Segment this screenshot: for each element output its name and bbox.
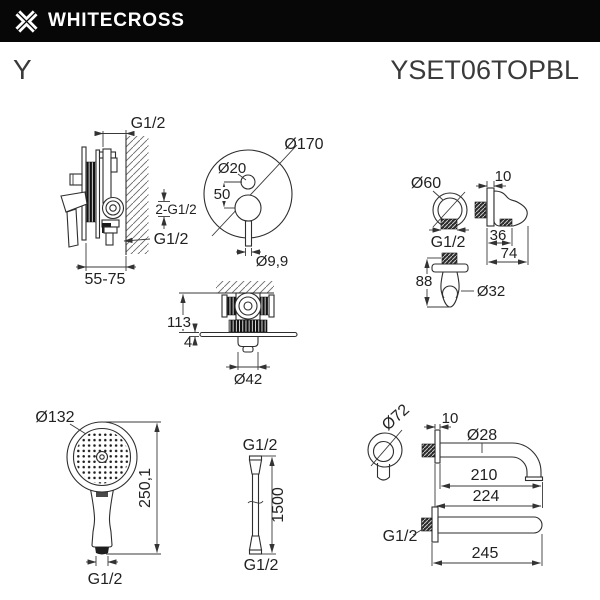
dim-thread-bottom: G1/2 <box>153 231 189 248</box>
dim-holder-dia: Ø32 <box>476 283 506 300</box>
dim-spout-tube-dia: Ø28 <box>466 427 498 444</box>
dim-spout-length-plan: 245 <box>471 545 499 562</box>
dim-holder-height: 88 <box>415 273 433 290</box>
dim-diverter-dia: Ø20 <box>217 160 247 177</box>
drawing-shower-hose <box>243 437 287 574</box>
dim-outlet-thread: G1/2 <box>430 234 466 251</box>
dim-hose-thread-top: G1/2 <box>242 437 278 454</box>
dim-spout-plate-thickness: 10 <box>441 410 459 427</box>
dim-plate-thickness: 4 <box>183 334 193 351</box>
dim-thread-top: G1/2 <box>130 115 166 132</box>
brand-name: WHITECROSS <box>48 10 185 31</box>
dim-handshower-length: 250,1 <box>137 467 154 509</box>
dim-depth-total: 74 <box>500 245 518 262</box>
drawing-handshower <box>35 409 161 588</box>
dim-escutcheon-dia: Ø60 <box>410 175 442 192</box>
dim-lever-dia: Ø9,9 <box>255 253 289 270</box>
whitecross-logo-icon <box>13 8 40 35</box>
dim-depth: 113 <box>167 314 191 331</box>
drawing-mixer-section-view <box>165 281 297 388</box>
dim-plate-dia: Ø170 <box>284 136 324 153</box>
dim-hose-thread-bottom: G1/2 <box>243 557 279 574</box>
dim-handshower-thread: G1/2 <box>87 571 123 588</box>
dim-spout-escutcheon-dia: Ø72 <box>379 401 413 435</box>
drawing-mixer-side-view <box>61 115 197 288</box>
series-code: Y <box>13 54 32 85</box>
dim-hose-length: 1500 <box>270 487 287 523</box>
dim-center-distance: 50 <box>213 186 231 203</box>
dim-spout-reach: 210 <box>470 467 498 484</box>
dim-hub-dia: Ø42 <box>233 371 263 388</box>
drawing-trim-plate-front-view <box>204 136 324 270</box>
drawing-bath-spout <box>368 401 543 566</box>
model-code: YSET06TOPBL <box>390 55 579 85</box>
dim-spout-reach-total: 224 <box>472 488 500 505</box>
technical-drawing <box>0 95 600 600</box>
dim-depth-inner: 36 <box>489 227 507 244</box>
dim-spout-thread: G1/2 <box>382 528 418 545</box>
dim-head-dia: Ø132 <box>35 409 75 426</box>
dim-outlet-plate-thickness: 10 <box>494 168 512 185</box>
drawing-wall-outlet-holder <box>411 168 528 307</box>
dim-ports: 2-G1/2 <box>155 202 197 217</box>
header-bar <box>0 0 600 42</box>
dim-depth-range: 55-75 <box>84 271 126 288</box>
